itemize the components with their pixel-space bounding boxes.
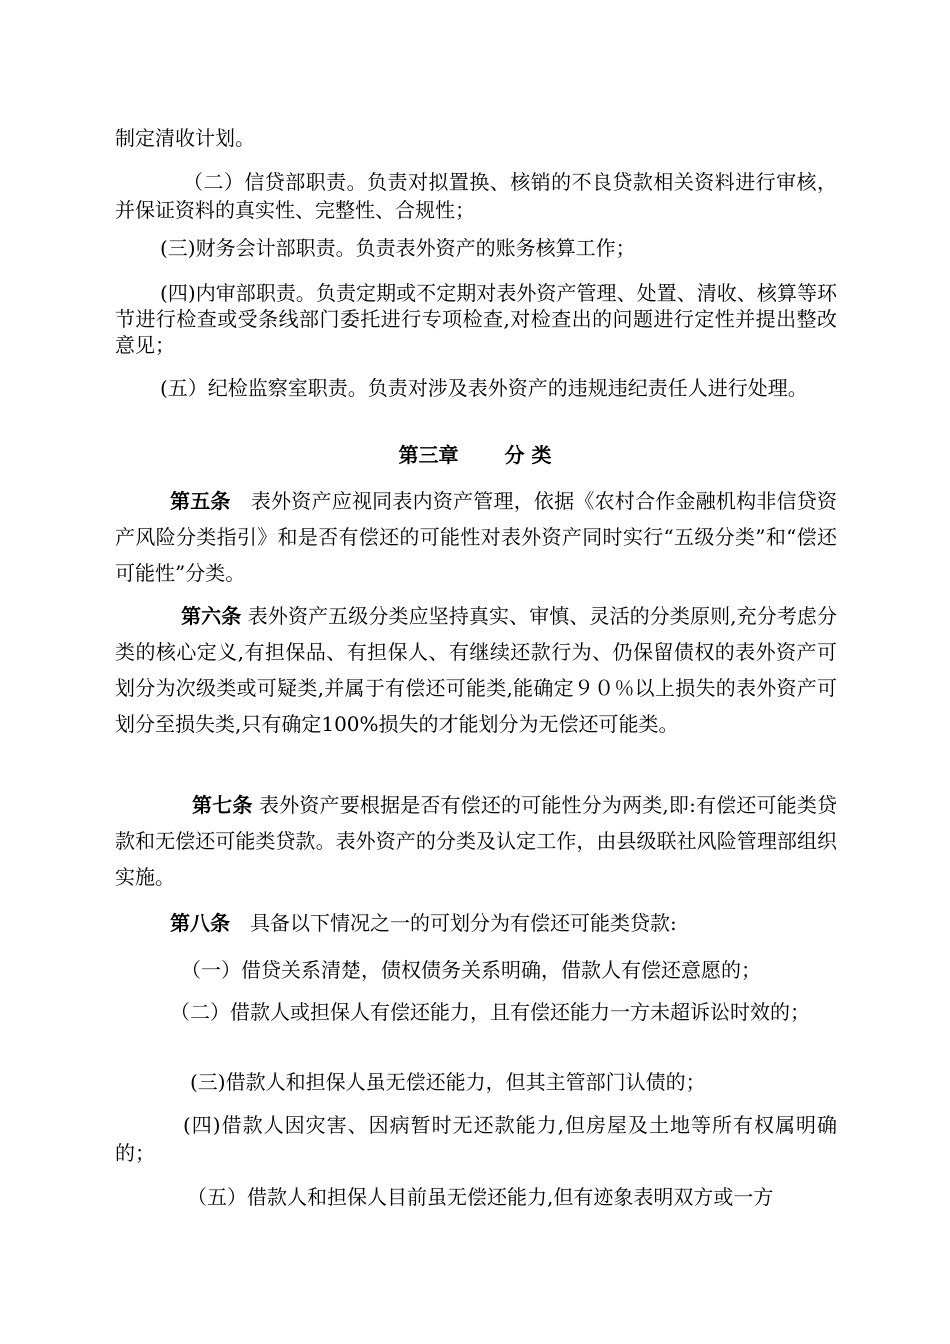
list-item-1: [115, 955, 837, 985]
list-item-3: [115, 1067, 837, 1097]
article-label: 第六条: [181, 604, 242, 628]
list-item-4: [115, 1111, 837, 1167]
paragraph-credit-dept: [115, 168, 837, 224]
article-7: [115, 787, 837, 895]
article-label: 第七条: [192, 793, 253, 817]
article-text: 具备以下情况之一的可划分为有偿还可能类贷款:: [250, 911, 677, 935]
article-text: 表外资产要根据是否有偿还的可能性分为两类,即:有偿还可能类贷款和无偿还可能类贷款。表外资产的分类及认定工作，由县级联社风险管理部组织实施。: [115, 793, 838, 889]
paragraph-text: (五）纪检监察室职责。负责对涉及表外资产的违规违纪责任人进行处理。: [160, 376, 808, 400]
paragraph-text: (四)内审部职责。负责定期或不定期对表外资产管理、处置、清收、核算等环节进行检查或受条线部门委托进行专项检查,对检查出的问题进行定性并提出整改意见；: [115, 281, 837, 357]
list-item-text: （五）借款人和担保人目前虽无偿还能力,但有迹象表明双方或一方: [187, 1185, 774, 1209]
chapter-number: 第三章: [398, 443, 459, 467]
article-text: 表外资产五级分类应坚持真实、审慎、灵活的分类原则,充分考虑分类的核心定义,有担保品、有担保人、有继续还款行为、仍保留债权的表外资产可划分为次级类或可疑类,并属于有偿还可能类,能确定９０％以上损失的表外资产可划分至损失类,只有确定100%损失的才能划分为无偿还可能类。: [115, 604, 838, 736]
paragraph-text: (三)财务会计部职责。负责表外资产的账务核算工作；: [160, 236, 636, 260]
paragraph-audit-dept: [115, 280, 837, 358]
list-item-5: [115, 1182, 837, 1212]
article-5: [115, 483, 837, 591]
article-6: [115, 598, 837, 742]
article-label: 第八条: [170, 911, 230, 935]
article-8: [115, 908, 837, 938]
paragraph-text: （二）信贷部职责。负责对拟置换、核销的不良贷款相关资料进行审核，并保证资料的真实性、完整性、合规性；: [115, 170, 837, 222]
list-item-text: (三)借款人和担保人虽无偿还能力，但其主管部门认债的；: [190, 1070, 706, 1094]
list-item-text: （一）借贷关系清楚，债权债务关系明确，借款人有偿还意愿的；: [181, 958, 761, 982]
list-item-text: （二）借款人或担保人有偿还能力，且有偿还能力一方未超诉讼时效的；: [170, 1000, 810, 1024]
list-item-text: (四)借款人因灾害、因病暂时无还款能力,但房屋及土地等所有权属明确的；: [115, 1113, 837, 1165]
paragraph-discipline-dept: [115, 373, 837, 403]
paragraph-text: 制定清收计划。: [115, 126, 255, 150]
paragraph-finance-dept: [115, 233, 837, 263]
chapter-title: 分 类: [504, 443, 552, 467]
article-text: 表外资产应视同表内资产管理，依据《农村合作金融机构非信贷资产风险分类指引》和是否有偿还的可能性对表外资产同时实行“五级分类”和“偿还可能性”分类。: [115, 489, 837, 585]
list-item-2: [115, 998, 837, 1026]
paragraph-continuation: [115, 123, 837, 153]
chapter-heading: [0, 440, 950, 470]
article-label: 第五条: [170, 489, 231, 513]
